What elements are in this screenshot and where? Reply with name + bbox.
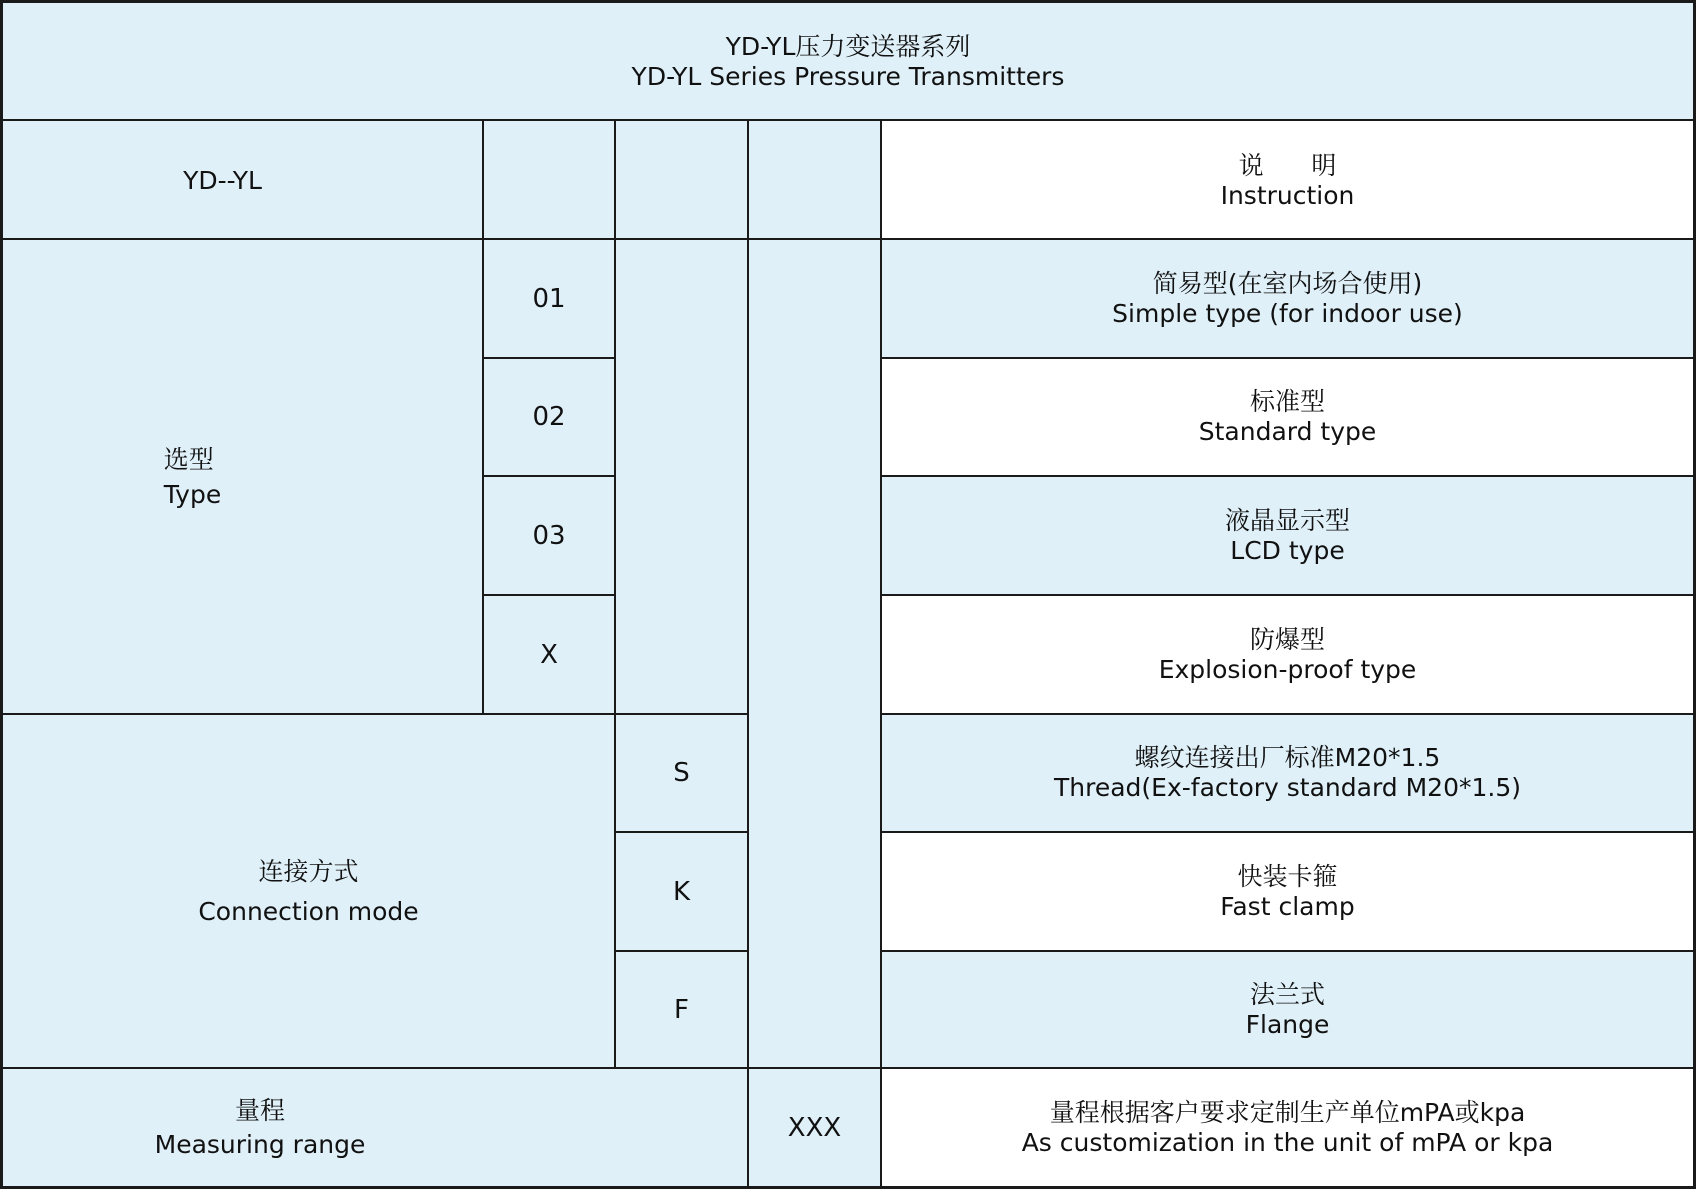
connection-label-en: Connection mode: [198, 896, 419, 926]
instruction-header: [881, 121, 1694, 240]
desc-en: Fast clamp: [1220, 891, 1355, 921]
connection-code-s: [615, 714, 748, 832]
grid-line: [881, 594, 1696, 596]
type-blank-column: [615, 240, 748, 714]
desc-en: As customization in the unit of mPA or kpa: [1021, 1128, 1554, 1157]
grid-line: [0, 119, 1696, 121]
grid-line: [483, 357, 615, 359]
grid-line: [483, 475, 615, 477]
type-code-text: 02: [532, 402, 566, 432]
desc-zh: 标准型: [1249, 387, 1325, 416]
connection-desc-f: [881, 951, 1694, 1069]
grid-line: [880, 120, 882, 1188]
grid-line: [0, 1067, 1696, 1069]
connection-code-text: F: [674, 995, 689, 1025]
model-code: YD--YL: [183, 165, 262, 195]
grid-line: [0, 238, 1696, 240]
range-column-cell: [748, 121, 881, 1068]
range-label-zh: 量程: [234, 1096, 285, 1125]
grid-line: [614, 120, 616, 1068]
connection-code-text: S: [673, 758, 690, 788]
range-label-cell: [2, 1069, 748, 1187]
model-code-cell: [2, 121, 483, 240]
range-code-cell: [748, 1069, 881, 1187]
border-left: [0, 0, 3, 1189]
type-code-text: 03: [532, 520, 566, 551]
desc-zh: 快装卡箍: [1237, 861, 1338, 891]
title-en: YD-YL Series Pressure Transmitters: [631, 61, 1065, 91]
header-blank-2: [615, 121, 748, 240]
instruction-zh: 说 明: [1238, 150, 1337, 180]
desc-zh: 量程根据客户要求定制生产单位mPA或kpa: [1049, 1098, 1526, 1127]
range-desc-cell: [881, 1069, 1694, 1187]
grid-line: [483, 594, 615, 596]
grid-line: [881, 475, 1696, 477]
range-label-en: Measuring range: [154, 1130, 366, 1159]
type-code-01: [483, 240, 615, 358]
grid-line: [747, 120, 749, 1188]
type-code-text: X: [540, 639, 558, 670]
type-desc-03: [881, 476, 1694, 595]
connection-desc-s: [881, 714, 1694, 832]
connection-code-k: [615, 832, 748, 951]
connection-label-zh: 连接方式: [258, 856, 359, 886]
desc-zh: 螺纹连接出厂标准M20*1.5: [1134, 743, 1441, 772]
type-desc-01: [881, 240, 1694, 358]
type-label-zh: 选型: [163, 444, 214, 474]
grid-line: [615, 831, 748, 833]
desc-en: Standard type: [1198, 417, 1377, 446]
connection-code-f: [615, 951, 748, 1069]
range-code: XXX: [787, 1113, 842, 1143]
type-code-02: [483, 358, 615, 476]
title-zh: YD-YL压力变送器系列: [725, 31, 971, 61]
grid-line: [881, 831, 1696, 833]
desc-en: Flange: [1245, 1010, 1330, 1039]
grid-line: [482, 120, 484, 714]
desc-en: Simple type (for indoor use): [1112, 299, 1463, 328]
grid-line: [0, 713, 748, 715]
type-label-cell: [2, 240, 483, 714]
type-label-en: Type: [163, 479, 222, 509]
type-code-x: [483, 595, 615, 714]
grid-line: [615, 950, 748, 952]
desc-en: Explosion-proof type: [1158, 654, 1417, 684]
connection-code-text: K: [672, 876, 691, 907]
desc-zh: 简易型(在室内场合使用): [1152, 269, 1423, 298]
header-blank-1: [483, 121, 615, 240]
grid-line: [881, 713, 1696, 715]
type-desc-x: [881, 595, 1694, 714]
table-title: [2, 2, 1694, 121]
grid-line: [881, 950, 1696, 952]
desc-zh: 法兰式: [1249, 980, 1325, 1009]
type-desc-02: [881, 358, 1694, 476]
type-code-03: [483, 476, 615, 595]
desc-zh: 防爆型: [1249, 624, 1325, 654]
desc-en: LCD type: [1230, 535, 1345, 565]
type-code-text: 01: [532, 284, 566, 314]
desc-zh: 液晶显示型: [1224, 505, 1350, 535]
grid-line: [881, 357, 1696, 359]
connection-label-cell: [2, 714, 615, 1069]
border-top: [0, 0, 1696, 3]
connection-desc-k: [881, 832, 1694, 951]
desc-en: Thread(Ex-factory standard M20*1.5): [1054, 773, 1521, 802]
instruction-en: Instruction: [1220, 180, 1355, 210]
